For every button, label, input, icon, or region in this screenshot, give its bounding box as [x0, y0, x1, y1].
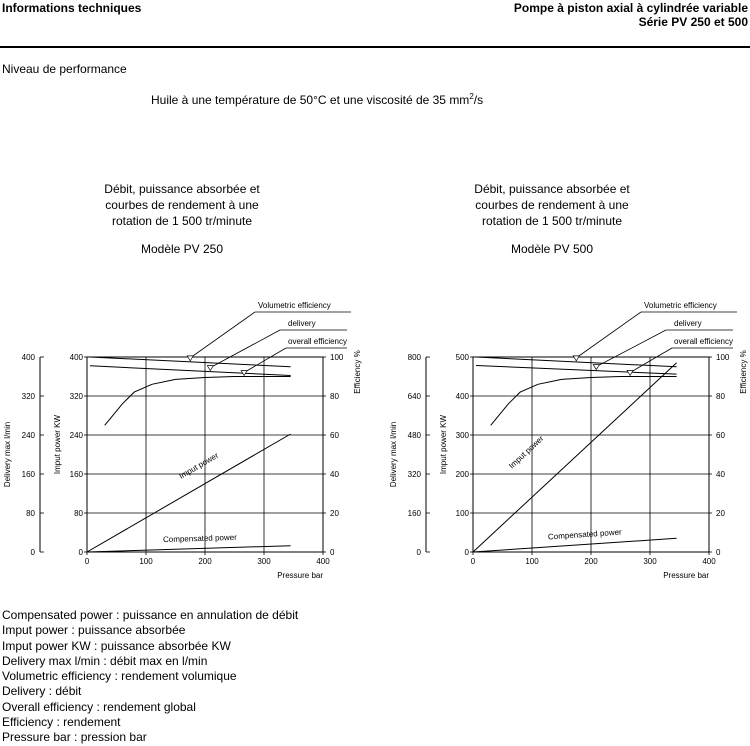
annotation-volumetric-efficiency: Volumetric efficiency	[644, 301, 717, 310]
delivery-axis-title: Delivery max l/min	[389, 421, 398, 488]
delivery-tick-label: 480	[407, 431, 421, 440]
power-tick-label: 400	[455, 392, 469, 401]
description-line: courbes de rendement à une	[105, 198, 259, 212]
legend-entry: Delivery max l/min : débit max en l/min	[2, 653, 208, 668]
series-overall-efficiency	[105, 377, 291, 426]
annotation-leader	[576, 312, 641, 358]
efficiency-tick-label: 40	[330, 470, 339, 479]
annotation-delivery: delivery	[288, 319, 316, 328]
delivery-tick-label: 320	[407, 470, 421, 479]
annotation-arrowhead	[593, 365, 599, 370]
performance-chart-pv250	[0, 290, 370, 590]
delivery-tick-label: 400	[21, 353, 35, 362]
series-delivery	[90, 366, 291, 376]
legend-entry: Compensated power : puissance en annulation de débit	[2, 608, 299, 622]
series-compensated-power	[87, 546, 291, 552]
annotation-arrowhead	[627, 371, 633, 376]
power-axis-title: Imput power KW	[439, 414, 448, 475]
header-rule	[0, 46, 750, 48]
annotation-overall-efficiency: overall efficiency	[674, 337, 733, 346]
pressure-tick-label: 200	[198, 557, 212, 566]
model-label-pv500: Modèle PV 500	[510, 242, 594, 256]
pressure-tick-label: 400	[702, 557, 716, 566]
description-line: Débit, puissance absorbée et	[474, 182, 630, 196]
power-tick-label: 400	[69, 353, 83, 362]
grid	[473, 357, 709, 552]
power-tick-label: 0	[464, 548, 469, 557]
efficiency-tick-label: 80	[716, 392, 725, 401]
document-series: Série PV 250 et 500	[638, 15, 748, 29]
annotation-input-power: Imput power	[507, 433, 546, 471]
annotation-leader	[210, 330, 280, 368]
legend-glossary	[2, 608, 298, 746]
efficiency-tick-label: 80	[330, 392, 339, 401]
annotation-leader	[630, 348, 672, 373]
annotation-overall-efficiency: overall efficiency	[288, 337, 347, 346]
efficiency-tick-label: 40	[716, 470, 725, 479]
legend-entry: Efficiency : rendement	[2, 715, 121, 730]
model-label-pv250: Modèle PV 250	[140, 242, 224, 256]
annotation-leader	[244, 348, 286, 373]
oil-conditions-subtitle	[151, 92, 483, 107]
legend-entry: Pressure bar : pression bar	[2, 730, 147, 745]
pressure-tick-label: 100	[139, 557, 153, 566]
grid	[87, 357, 323, 552]
pressure-axis-title: Pressure bar	[277, 571, 323, 580]
subtitle-suffix: /s	[473, 93, 484, 107]
pressure-tick-label: 100	[525, 557, 539, 566]
series-delivery	[476, 366, 677, 375]
delivery-tick-label: 0	[416, 548, 421, 557]
annotation-arrowhead	[187, 356, 193, 361]
delivery-tick-label: 240	[21, 431, 35, 440]
efficiency-tick-label: 60	[716, 431, 725, 440]
document-header-right	[514, 1, 748, 29]
pressure-tick-label: 300	[257, 557, 271, 566]
pressure-tick-label: 200	[584, 557, 598, 566]
power-tick-label: 100	[455, 509, 469, 518]
document-title: Pompe à piston axial à cylindrée variable	[513, 1, 748, 15]
subtitle-text: Huile à une température de 50°C et une viscosité de 35 mm	[151, 93, 470, 107]
efficiency-axis-title: Efficiency %	[739, 350, 748, 394]
annotation-delivery: delivery	[674, 319, 702, 328]
series-overall-efficiency	[491, 377, 677, 426]
legend-entry: Imput power : puissance absorbée	[2, 623, 186, 638]
power-axis-title: Imput power KW	[53, 414, 62, 475]
efficiency-tick-label: 100	[330, 353, 344, 362]
annotation-input-power: Imput power	[177, 450, 221, 481]
power-tick-label: 300	[455, 431, 469, 440]
delivery-tick-label: 80	[26, 509, 35, 518]
annotation-arrowhead	[207, 366, 213, 371]
efficiency-axis-title: Efficiency %	[353, 350, 362, 394]
legend-entry: Volumetric efficiency : rendement volumique	[2, 669, 237, 684]
description-line: courbes de rendement à une	[475, 198, 629, 212]
power-tick-label: 320	[69, 392, 83, 401]
efficiency-tick-label: 60	[330, 431, 339, 440]
efficiency-tick-label: 20	[716, 509, 725, 518]
annotation-volumetric-efficiency: Volumetric efficiency	[258, 301, 331, 310]
efficiency-tick-label: 0	[330, 548, 335, 557]
annotation-compensated-power: Compensated power	[162, 532, 237, 545]
legend-entry: Delivery : débit	[2, 684, 82, 699]
chart-description-pv500	[452, 181, 652, 229]
delivery-tick-label: 160	[407, 509, 421, 518]
delivery-tick-label: 320	[21, 392, 35, 401]
delivery-tick-label: 640	[407, 392, 421, 401]
delivery-tick-label: 0	[30, 548, 35, 557]
pressure-axis-title: Pressure bar	[663, 571, 709, 580]
power-tick-label: 0	[78, 548, 83, 557]
legend-entry: Overall efficiency : rendement global	[2, 699, 196, 714]
legend-entry: Imput power KW : puissance absorbée KW	[2, 638, 231, 653]
subtitle-superscript: 2	[469, 92, 474, 101]
delivery-axis-title: Delivery max l/min	[3, 421, 12, 488]
power-tick-label: 240	[69, 431, 83, 440]
annotation-leader	[596, 330, 666, 367]
power-tick-label: 200	[455, 470, 469, 479]
pressure-tick-label: 0	[84, 557, 90, 566]
pressure-tick-label: 0	[470, 557, 476, 566]
annotation-compensated-power: Compensated power	[547, 527, 622, 542]
description-line: Débit, puissance absorbée et	[104, 182, 260, 196]
series-compensated-power	[473, 538, 677, 552]
delivery-tick-label: 160	[21, 470, 35, 479]
power-tick-label: 500	[455, 353, 469, 362]
delivery-tick-label: 800	[407, 353, 421, 362]
annotation-leader	[190, 312, 255, 358]
power-tick-label: 160	[69, 470, 83, 479]
efficiency-tick-label: 0	[716, 548, 721, 557]
description-line: rotation de 1 500 tr/minute	[481, 214, 623, 228]
chart-description-pv250	[82, 181, 282, 229]
document-header-left: Informations techniques	[2, 1, 142, 15]
annotation-arrowhead	[573, 356, 579, 361]
efficiency-tick-label: 100	[716, 353, 730, 362]
pressure-tick-label: 300	[643, 557, 657, 566]
series-input-power	[473, 363, 677, 552]
section-title: Niveau de performance	[2, 62, 127, 76]
description-line: rotation de 1 500 tr/minute	[111, 214, 253, 228]
power-tick-label: 80	[74, 509, 83, 518]
pressure-tick-label: 400	[316, 557, 330, 566]
performance-chart-pv500	[386, 290, 750, 590]
efficiency-tick-label: 20	[330, 509, 339, 518]
